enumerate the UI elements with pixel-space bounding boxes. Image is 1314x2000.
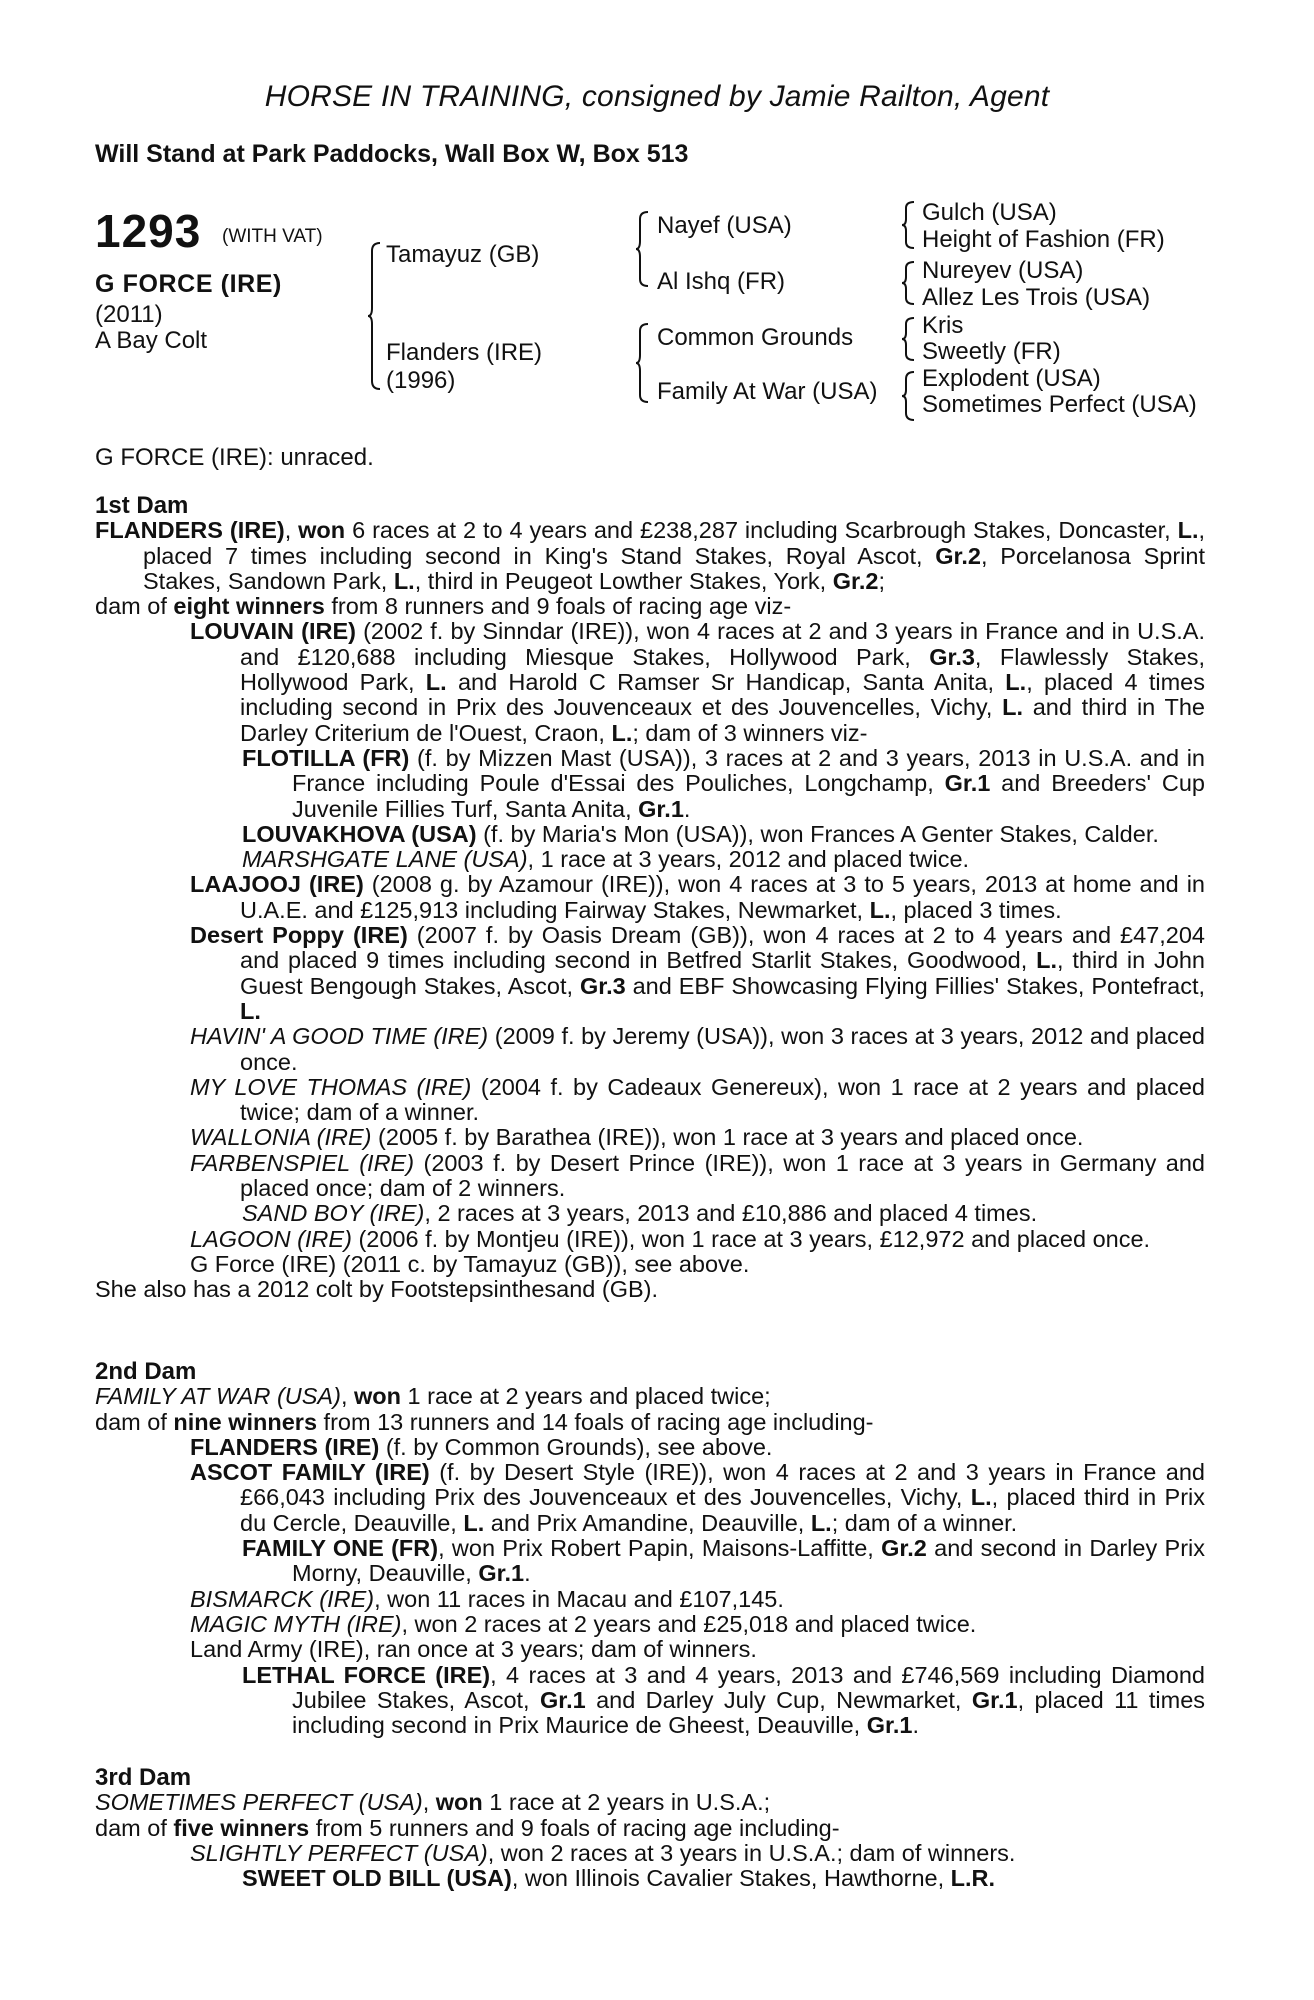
pedigree-dam-sire: Common Grounds xyxy=(657,324,854,351)
horse-description: A Bay Colt xyxy=(95,327,208,354)
produce-entry: LAAJOOJ (IRE) (2008 g. by Azamour (IRE)), won 4 races at 3 to 5 years, 2013 at home and in U.A.E. and £125,913 including Fairway Stakes, Newmarket, L., placed 3 times. xyxy=(190,871,1205,923)
dam-entry: SOMETIMES PERFECT (USA), won 1 race at 2 years in U.S.A.; xyxy=(95,1789,771,1816)
pedigree-ds-sire: Kris xyxy=(922,312,964,339)
pedigree-dam: Flanders (IRE) xyxy=(386,339,543,366)
pedigree-bracket-sire xyxy=(636,211,650,287)
produce-entry: WALLONIA (IRE) (2005 f. by Barathea (IRE)), won 1 race at 3 years and placed once. xyxy=(190,1124,1084,1151)
produce-entry: G Force (IRE) (2011 c. by Tamayuz (GB)), see above. xyxy=(190,1250,750,1277)
produce-entry: LOUVAKHOVA (USA) (f. by Maria's Mon (USA)), won Frances A Genter Stakes, Calder. xyxy=(242,820,1159,847)
pedigree-ss-dam: Height of Fashion (FR) xyxy=(922,226,1165,253)
produce-entry: ASCOT FAMILY (IRE) (f. by Desert Style (IRE)), won 4 races at 2 and 3 years in France and £66,043 including Prix des Jouvenceaux et des Jouvencelles, Vichy, L., placed third in Prix du Cercle, Deauville, L. and Prix Amandine, Deauville, L.; dam of a winner. xyxy=(190,1459,1205,1536)
dam-produce-summary: dam of eight winners from 8 runners and 9 foals of racing age viz- xyxy=(95,593,792,620)
produce-entry: FAMILY ONE (FR), won Prix Robert Papin, Maisons-Laffitte, Gr.2 and second in Darley Prix Morny, Deauville, Gr.1. xyxy=(242,1535,1205,1587)
pedigree-sire-dam: Al Ishq (FR) xyxy=(657,268,786,295)
lot-number: 1293 xyxy=(95,205,202,257)
pedigree-bracket-gen1 xyxy=(368,242,382,390)
pedigree-dam-dam: Family At War (USA) xyxy=(657,378,878,405)
pedigree-bracket-sd xyxy=(902,261,916,305)
horse-year: (2011) xyxy=(95,301,163,328)
pedigree-ss-sire: Gulch (USA) xyxy=(922,199,1057,226)
produce-entry: LETHAL FORCE (IRE), 4 races at 3 and 4 years, 2013 and £746,569 including Diamond Jubilee Stakes, Ascot, Gr.1 and Darley July Cup, Newmarket, Gr.1, placed 11 times including second in Prix Maurice de Gheest, Deauville, Gr.1. xyxy=(242,1661,1206,1739)
section-title: 1st Dam xyxy=(95,492,189,519)
produce-entry: HAVIN' A GOOD TIME (IRE) (2009 f. by Jeremy (USA)), won 3 races at 3 years, 2012 and placed once. xyxy=(190,1023,1205,1075)
produce-entry: LOUVAIN (IRE) (2002 f. by Sinndar (IRE)), won 4 races at 2 and 3 years in France and in U.S.A. and £120,688 including Miesque Stakes, Hollywood Park, Gr.3, Flawlessly Stakes, Hollywood Park, L. and Harold C Ramser Sr Handicap, Santa Anita, L., placed 4 times including second in Prix des Jouvenceaux et des Jouvencelles, Vichy, L. and third in The Darley Criterium de l'Ouest, Craon, L.; dam of 3 winners viz- xyxy=(190,618,1205,746)
pedigree-bracket-dam xyxy=(636,323,650,403)
pedigree-dd-dam: Sometimes Perfect (USA) xyxy=(922,391,1197,418)
pedigree-ds-dam: Sweetly (FR) xyxy=(922,338,1061,365)
pedigree-bracket-ds xyxy=(902,317,916,361)
produce-entry: MARSHGATE LANE (USA), 1 race at 3 years, 2012 and placed twice. xyxy=(242,846,970,873)
produce-entry: FLOTILLA (FR) (f. by Mizzen Mast (USA)), 3 races at 2 and 3 years, 2013 in U.S.A. and in France including Poule d'Essai des Pouliches, Longchamp, Gr.1 and Breeders' Cup Juvenile Fillies Turf, Santa Anita, Gr.1. xyxy=(242,744,1205,822)
produce-entry: FLANDERS (IRE) (f. by Common Grounds), see above. xyxy=(190,1433,773,1460)
produce-entry: LAGOON (IRE) (2006 f. by Montjeu (IRE)), won 1 race at 3 years, £12,972 and placed once. xyxy=(190,1225,1151,1252)
produce-entry: BISMARCK (IRE), won 11 races in Macau and £107,145. xyxy=(190,1585,784,1612)
pedigree-bracket-ss xyxy=(902,201,916,249)
dam-note: She also has a 2012 colt by Footstepsinthesand (GB). xyxy=(95,1276,659,1303)
catalogue-header: HORSE IN TRAINING, consigned by Jamie Railton, Agent xyxy=(264,80,1050,113)
dam-produce-summary: dam of nine winners from 13 runners and 14 foals of racing age including- xyxy=(95,1408,874,1435)
produce-entry: MAGIC MYTH (IRE), won 2 races at 2 years and £25,018 and placed twice. xyxy=(190,1610,977,1637)
produce-entry: Land Army (IRE), ran once at 3 years; dam of winners. xyxy=(190,1636,757,1663)
stand-location: Will Stand at Park Paddocks, Wall Box W, Box 513 xyxy=(95,140,689,168)
first-dam-section xyxy=(95,493,1205,1303)
produce-entry: FARBENSPIEL (IRE) (2003 f. by Desert Prince (IRE)), won 1 race at 3 years in Germany and placed once; dam of 2 winners. xyxy=(190,1149,1205,1202)
produce-entry: SLIGHTLY PERFECT (USA), won 2 races at 3 years in U.S.A.; dam of winners. xyxy=(190,1839,1016,1866)
pedigree-bracket-dd xyxy=(902,371,916,421)
dam-entry: FAMILY AT WAR (USA), won 1 race at 2 years and placed twice; xyxy=(95,1383,771,1410)
produce-entry: MY LOVE THOMAS (IRE) (2004 f. by Cadeaux Genereux), won 1 race at 2 years and placed twice; dam of a winner. xyxy=(190,1073,1205,1126)
dam-produce-summary: dam of five winners from 5 runners and 9 foals of racing age including- xyxy=(95,1814,840,1841)
dam-entry: FLANDERS (IRE), won 6 races at 2 to 4 years and £238,287 including Scarbrough Stakes, Doncaster, L., placed 7 times including second in King's Stand Stakes, Royal Ascot, Gr.2, Porcelanosa Sprint Stakes, Sandown Park, L., third in Peugeot Lowther Stakes, York, Gr.2; xyxy=(95,517,1206,594)
horse-name: G FORCE (IRE) xyxy=(95,270,282,298)
pedigree-sire-sire: Nayef (USA) xyxy=(657,212,792,239)
pedigree-sire: Tamayuz (GB) xyxy=(386,241,540,268)
section-title: 2nd Dam xyxy=(95,1358,197,1385)
produce-entry: Desert Poppy (IRE) (2007 f. by Oasis Dream (GB)), won 4 races at 2 to 4 years and £47,204 and placed 9 times including second in Betfred Starlit Stakes, Goodwood, L., third in John Guest Bengough Stakes, Ascot, Gr.3 and EBF Showcasing Flying Fillies' Stakes, Pontefract, L. xyxy=(190,922,1206,1024)
pedigree-dd-sire: Explodent (USA) xyxy=(922,365,1101,392)
race-record: G FORCE (IRE): unraced. xyxy=(95,444,374,471)
produce-entry: SAND BOY (IRE), 2 races at 3 years, 2013 and £10,886 and placed 4 times. xyxy=(242,1200,1038,1227)
section-title: 3rd Dam xyxy=(95,1764,192,1791)
produce-entry: SWEET OLD BILL (USA), won Illinois Cavalier Stakes, Hawthorne, L.R. xyxy=(242,1865,996,1892)
third-dam-section xyxy=(95,1765,1205,1891)
second-dam-section xyxy=(95,1359,1205,1738)
pedigree-sd-sire: Nureyev (USA) xyxy=(922,257,1084,284)
vat-note: (WITH VAT) xyxy=(222,226,323,247)
pedigree-sd-dam: Allez Les Trois (USA) xyxy=(922,284,1151,311)
pedigree-dam-year: (1996) xyxy=(386,367,456,394)
